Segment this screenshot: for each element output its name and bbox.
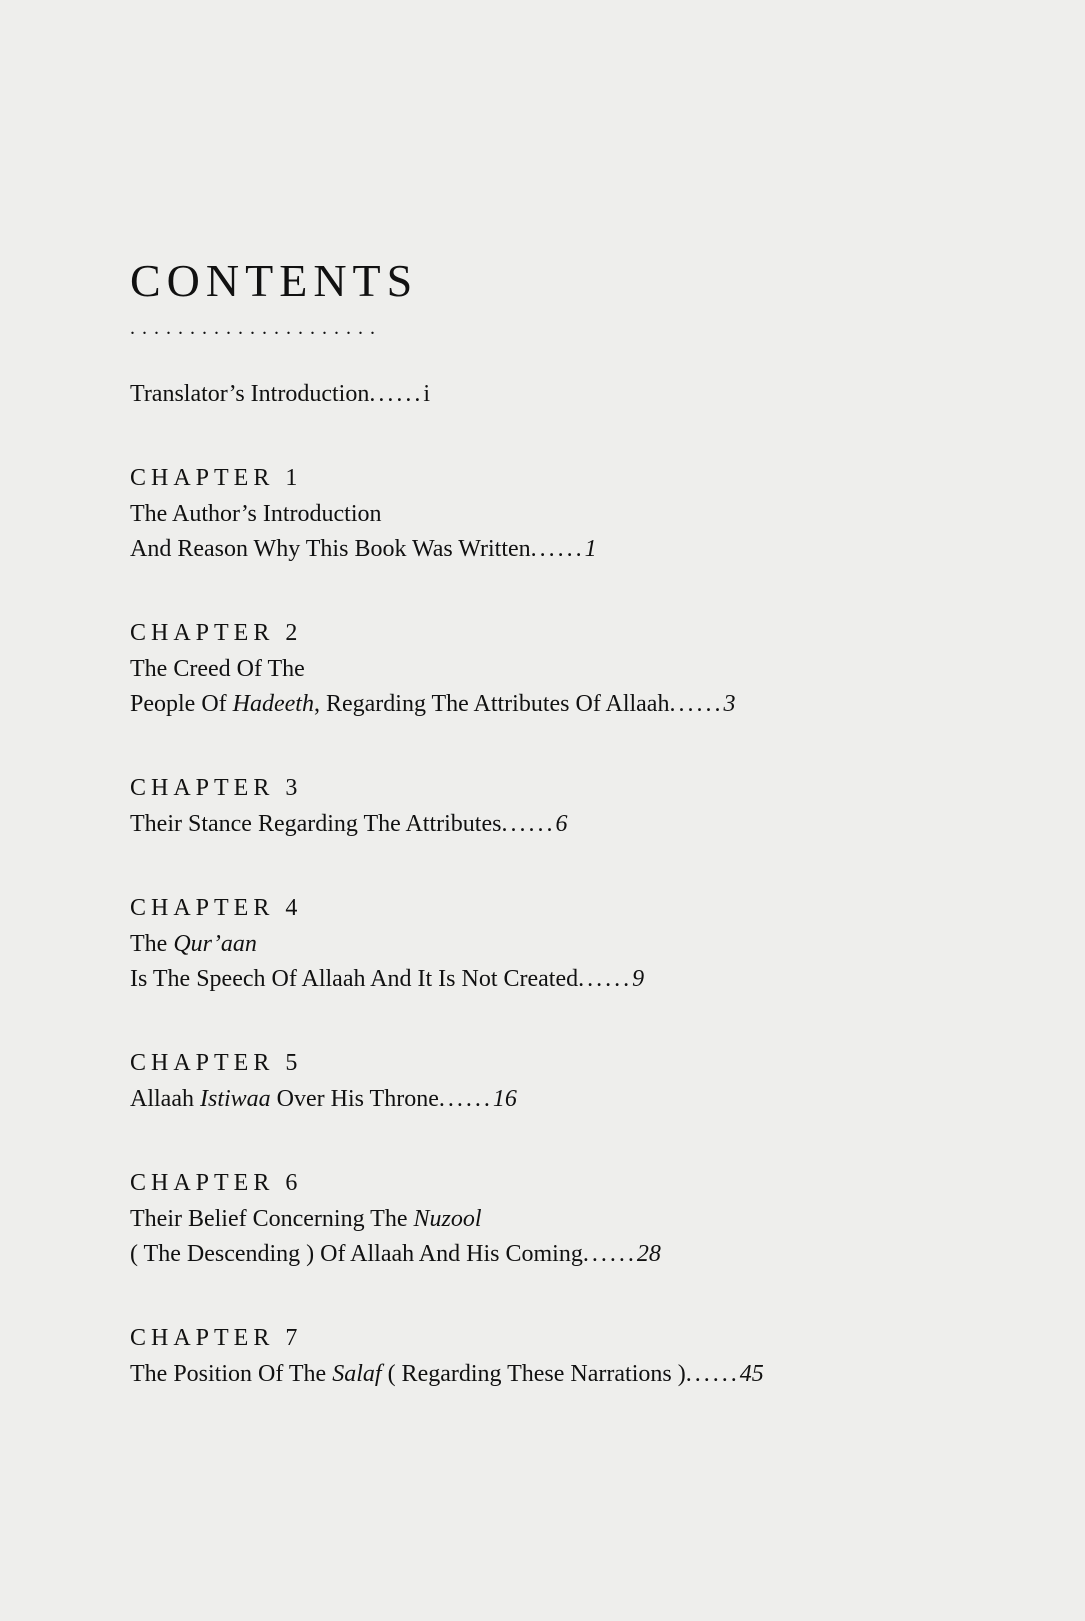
page-number: 16	[492, 1086, 517, 1112]
entry-title: ( Regarding These Narrations )	[381, 1361, 686, 1387]
chapter-title-line	[130, 1242, 1010, 1266]
entry-title: Allaah	[130, 1086, 200, 1112]
dot-leader: ......	[685, 1361, 740, 1387]
toc-chapter-2[interactable]	[130, 621, 1010, 716]
dot-leader: ......	[582, 1241, 637, 1267]
toc-chapter-1[interactable]	[130, 466, 1010, 561]
toc-chapter-5[interactable]	[130, 1051, 1010, 1111]
entry-title: Translator’s Introduction	[130, 381, 370, 407]
page-number: 6	[555, 811, 568, 837]
chapter-title-line	[130, 812, 1010, 836]
entry-title-italic: Qur’aan	[173, 931, 257, 957]
chapter-label: CHAPTER 6	[130, 1170, 303, 1196]
chapter-title-line	[130, 1087, 1010, 1111]
entry-title-italic: Hadeeth	[232, 691, 314, 717]
toc-chapter-7[interactable]	[130, 1326, 1010, 1386]
page-number: 9	[632, 966, 645, 992]
entry-title-italic: Salaf	[332, 1361, 382, 1387]
toc-chapter-3[interactable]	[130, 776, 1010, 836]
toc-entry-intro[interactable]	[130, 382, 1010, 406]
entry-title: Over His Throne	[270, 1086, 439, 1112]
dot-leader: ......	[578, 966, 633, 992]
chapter-title-line	[130, 932, 1010, 956]
entry-title: The	[130, 931, 174, 957]
chapter-label: CHAPTER 7	[130, 1325, 303, 1351]
entry-title: Is The Speech Of Allaah And It Is Not Created	[130, 966, 579, 992]
page-number: 28	[636, 1241, 661, 1267]
chapter-label: CHAPTER 2	[130, 620, 303, 646]
chapter-title-line	[130, 692, 1010, 716]
chapter-label: CHAPTER 3	[130, 775, 303, 801]
entry-title: Their Belief Concerning The	[130, 1206, 414, 1232]
dot-leader: ......	[438, 1086, 493, 1112]
chapter-title-line	[130, 1362, 1010, 1386]
chapter-label: CHAPTER 1	[130, 465, 303, 491]
contents-page	[130, 255, 1010, 1387]
chapter-title-line	[130, 967, 1010, 991]
entry-title: Their Stance Regarding The Attributes	[130, 811, 502, 837]
page-number: 45	[739, 1361, 764, 1387]
chapter-title-line: The Author’s Introduction	[130, 501, 382, 527]
entry-title-italic: Nuzool	[413, 1206, 482, 1232]
page-number: 3	[723, 691, 736, 717]
chapter-label: CHAPTER 4	[130, 895, 303, 921]
toc-chapter-6[interactable]	[130, 1171, 1010, 1266]
entry-title: And Reason Why This Book Was Written	[130, 536, 531, 562]
toc-chapter-4[interactable]	[130, 896, 1010, 991]
entry-title: , Regarding The Attributes Of Allaah	[313, 691, 670, 717]
dot-leader: ......	[669, 691, 724, 717]
page-number: i	[423, 381, 430, 407]
entry-title-italic: Istiwaa	[199, 1086, 271, 1112]
title-dotted-rule: .....................	[130, 317, 382, 339]
dot-leader: ......	[369, 381, 424, 407]
entry-title: The Position Of The	[130, 1361, 333, 1387]
entry-title: ( The Descending ) Of Allaah And His Coming	[130, 1241, 583, 1267]
chapter-label: CHAPTER 5	[130, 1050, 303, 1076]
dot-leader: ......	[530, 536, 585, 562]
dot-leader: ......	[501, 811, 556, 837]
entry-title: People Of	[130, 691, 233, 717]
chapter-title-line	[130, 537, 1010, 561]
page-number: 1	[584, 536, 597, 562]
contents-title: CONTENTS	[130, 255, 419, 306]
chapter-title-line	[130, 1207, 1010, 1231]
chapter-title-line: The Creed Of The	[130, 656, 305, 682]
